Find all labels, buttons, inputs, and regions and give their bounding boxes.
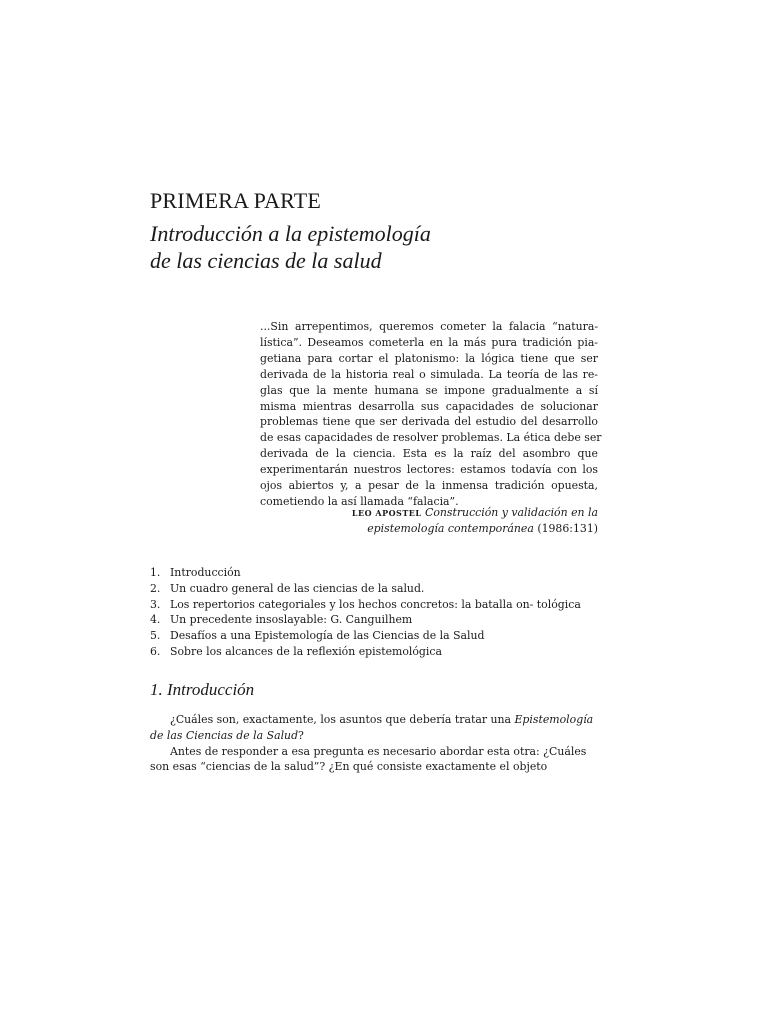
body-text <box>150 712 598 775</box>
toc-number: 3. <box>150 597 161 611</box>
epigraph-line: derivada de la historia real o simulada. La teoría de las re- <box>260 367 598 381</box>
toc-item <box>150 628 610 644</box>
toc-label: Sobre los alcances de la reflexión epistemológica <box>170 644 442 658</box>
epigraph-citation: (1986:131) <box>537 522 598 535</box>
toc-number: 1. <box>150 566 161 579</box>
toc-number: 5. <box>150 629 161 643</box>
paragraph-line <box>150 712 598 728</box>
epigraph-line: experimentarán nuestros lectores: estamos todavía con los <box>260 463 598 477</box>
toc-item <box>150 644 610 660</box>
epigraph-line: de esas capacidades de resolver problemas. La ética debe ser <box>260 431 602 445</box>
section-heading: 1. Introducción <box>150 680 255 699</box>
paragraph-line: son esas “ciencias de la salud”? ¿En qué consiste exactamente el objeto <box>150 760 548 774</box>
epigraph-line: glas que la mente humana se impone gradualmente a sí <box>260 383 598 397</box>
paragraph-line <box>150 728 598 744</box>
paragraph-line: Antes de responder a esa pregunta es necesario abordar esta otra: ¿Cuáles <box>170 744 587 758</box>
epigraph-line: getiana para cortar el platonismo: la lógica tiene que ser <box>260 351 598 365</box>
toc-item <box>150 612 610 628</box>
toc-number: 4. <box>150 613 161 627</box>
epigraph-line: problemas tiene que ser derivada del estudio del desarrollo <box>260 415 598 429</box>
toc-item <box>150 581 610 597</box>
epigraph-line: lística”. Deseamos cometerla en la más pura tradición pia- <box>260 335 598 349</box>
emphasized-text: de las Ciencias de la Salud <box>150 728 299 742</box>
paragraph-text: ¿Cuáles son, exactamente, los asuntos que debería tratar una <box>170 713 515 726</box>
paragraph-text: ? <box>298 728 304 742</box>
epigraph-line: ...Sin arrepentimos, queremos cometer la falacia “natura- <box>260 320 598 333</box>
part-subtitle-line: de las ciencias de la salud <box>150 248 382 273</box>
epigraph-line: derivada de la ciencia. Esta es la raíz del asombro que <box>260 447 598 461</box>
epigraph-work-title: epistemología contemporánea <box>367 522 534 535</box>
epigraph-attribution <box>260 505 598 537</box>
epigraph-line: ojos abiertos y, a pesar de la inmensa tradición opuesta, <box>260 479 598 493</box>
toc-label: Los repertorios categoriales y los hechos concretos: la batalla on- tológica <box>170 597 581 611</box>
table-of-contents <box>150 565 610 660</box>
epigraph-work-title: Construcción y validación en la <box>424 506 598 519</box>
toc-item <box>150 597 610 613</box>
epigraph-author: LEO APOSTEL <box>351 508 422 518</box>
toc-number: 6. <box>150 644 161 658</box>
part-subtitle <box>150 220 610 274</box>
part-subtitle-line: Introducción a la epistemología <box>150 221 431 246</box>
emphasized-text: Epistemología <box>514 713 594 726</box>
toc-label: Desafíos a una Epistemología de las Ciencias de la Salud <box>170 629 485 643</box>
epigraph-line: cometiendo la así llamada “falacia”. <box>260 494 459 508</box>
part-title: PRIMERA PARTE <box>150 188 322 213</box>
epigraph-quote <box>260 319 602 510</box>
toc-label: Introducción <box>170 566 241 579</box>
toc-item <box>150 565 610 581</box>
epigraph-line: misma mientras desarrolla sus capacidades de solucionar <box>260 399 598 413</box>
toc-number: 2. <box>150 581 161 595</box>
toc-label: Un cuadro general de las ciencias de la salud. <box>170 581 425 595</box>
toc-label: Un precedente insoslayable: G. Canguilhem <box>170 613 413 627</box>
